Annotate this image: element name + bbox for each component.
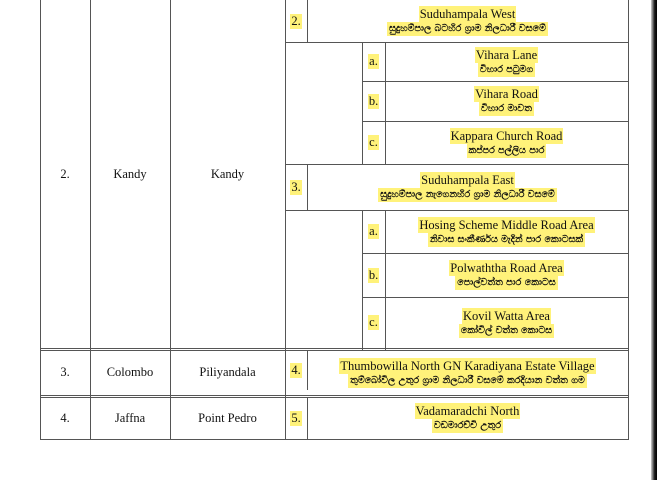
area-name-english: Vihara Road [475, 87, 538, 101]
table-border [40, 439, 629, 440]
row-number: 4. [60, 410, 70, 425]
district-cell: Jaffna [114, 410, 146, 425]
table-border [40, 395, 629, 396]
table-border [628, 0, 629, 440]
item-number: 2. [291, 13, 301, 28]
gn-name-sinhala: වඩමාරච්චි උතුර [433, 420, 502, 431]
area-cell [385, 42, 628, 81]
gn-name-english: Suduhampala East [421, 173, 514, 187]
page-edge-shadow [651, 0, 657, 480]
sub-letter: c. [369, 135, 378, 149]
area-name-sinhala: කප්පර පල්ලිය පාර [468, 144, 545, 156]
area-name-english: Hosing Scheme Middle Road Area [419, 217, 594, 232]
sub-letter: a. [369, 224, 378, 238]
gn-division-cell [307, 0, 628, 42]
area-name-sinhala: කෝවිල් වත්ත කොටස [460, 324, 553, 336]
gn-name-english: Suduhampala West [419, 7, 516, 21]
division-cell: Point Pedro [198, 410, 257, 425]
item-number: 5. [291, 410, 301, 425]
sub-letter: b. [368, 93, 379, 108]
row-number: 2. [60, 166, 70, 181]
area-cell [385, 253, 628, 297]
table-border [40, 348, 629, 349]
division-cell: Piliyandala [199, 365, 256, 379]
area-cell [385, 81, 628, 121]
district-cell: Kandy [113, 166, 147, 181]
gn-division-cell [307, 350, 628, 395]
area-cell [385, 297, 628, 348]
area-name-sinhala: පොල්වත්ත පාර කොටස [457, 277, 556, 288]
gn-name-english: Thumbowilla North GN Karadiyana Estate Village [340, 358, 595, 373]
area-name-sinhala: නිවාස සංකීර්ණය මැදින් පාර කොටසක් [429, 233, 584, 245]
item-number: 3. [291, 179, 301, 194]
area-name-english: Polwaththa Road Area [450, 261, 563, 275]
gn-name-english: Vadamaradchi North [415, 404, 520, 418]
area-name-english: Kovil Watta Area [463, 308, 550, 323]
gn-name-sinhala: සුදුහම්පාල බටහිර ග්‍රාම නිලධාරී වසමේ [389, 23, 546, 34]
area-name-english: Kappara Church Road [450, 128, 563, 143]
sub-letter: c. [369, 315, 378, 329]
gn-division-cell [307, 164, 628, 210]
sub-letter: b. [368, 267, 379, 282]
gn-division-cell [307, 397, 628, 439]
area-cell [385, 210, 628, 253]
district-cell: Colombo [106, 365, 154, 379]
division-cell: Kandy [210, 166, 245, 181]
area-name-sinhala: විහාර පටුමග [479, 63, 534, 75]
gn-name-sinhala: සුදුහම්පාල නැගෙනහිර ග්‍රාම නිලධාරී වසමේ [380, 189, 555, 200]
sub-letter: a. [369, 54, 378, 68]
area-name-english: Vihara Lane [475, 47, 538, 62]
gn-name-sinhala: තුම්බෝවිල උතුර ග්‍රාම නිලධාරී වසමේ කරදියාන වත්ත ගම [350, 374, 585, 386]
row-number: 3. [60, 365, 70, 379]
item-number: 4. [291, 362, 301, 377]
area-cell [385, 121, 628, 164]
area-name-sinhala: විහාර මාවත [481, 103, 532, 114]
